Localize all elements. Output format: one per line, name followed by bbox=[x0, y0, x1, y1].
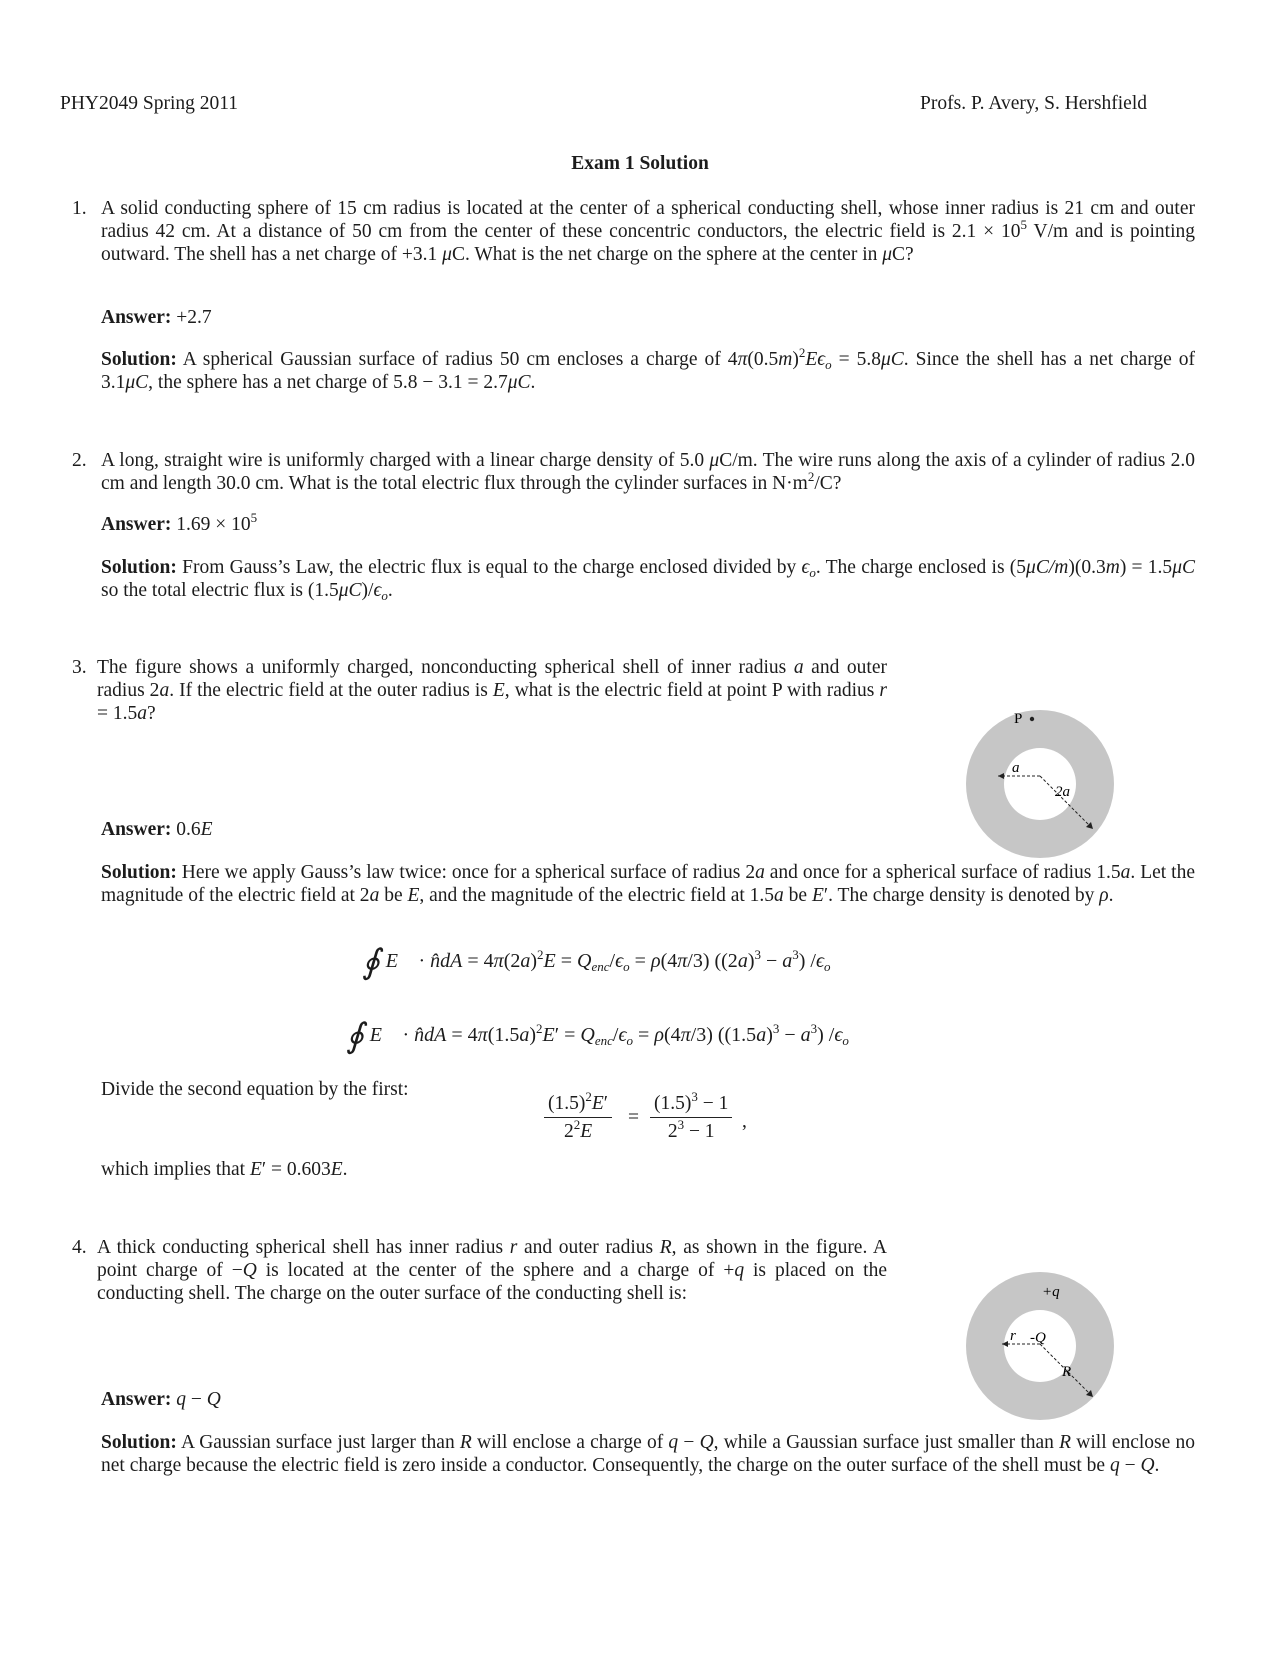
problem-2-solution: Solution: From Gauss’s Law, the electric flux is equal to the charge enclosed divided by $\epsilon_o$. The charge enclosed is (5μC/m)(0.3m) = 1.5μC so the total electric flux is $(1.5\mu C)/\epsilon_o$. bbox=[101, 557, 1195, 603]
gauss-equation-2: ∮ E⃗ · n̂dA = $4\pi(1.5a)^2E' = Q_{enc}/\epsilon_o = \rho(4\pi/3) ((1.5a)^3 - a^3)$ $/\epsilon_o$ bbox=[346, 1018, 849, 1055]
course-header: PHY2049 Spring 2011 bbox=[60, 93, 239, 114]
outer-radius-label: R bbox=[1062, 1364, 1072, 1380]
problem-1-answer bbox=[101, 306, 1195, 329]
answer-label: Answer: bbox=[101, 819, 172, 840]
outer-radius-label: 2a bbox=[1055, 784, 1070, 800]
professors-header: Profs. P. Avery, S. Hershfield bbox=[920, 93, 1147, 114]
problem-4-answer: Answer: q − Q bbox=[101, 1389, 221, 1410]
page-title: Exam 1 Solution bbox=[571, 153, 709, 174]
solution-label: Solution: bbox=[101, 557, 177, 578]
problem-2-answer: Answer: $1.69 \times 10^5$ bbox=[101, 510, 258, 535]
implies-text: which implies that E′ = 0.603E. bbox=[101, 1159, 348, 1180]
problem-2-question: A long, straight wire is uniformly charged with a linear charge density of 5.0 μC/m. The wire runs along the axis of a cylinder of radius 2.0 cm and length 30.0 cm. What is the total electric flux through the cylinder surfaces in $N\cdot m^2/C$? bbox=[101, 450, 1195, 494]
inner-radius-label: r bbox=[1010, 1328, 1016, 1344]
problem-3-answer: Answer: 0.6E bbox=[101, 819, 213, 840]
ratio-fraction-left: $\frac{(1.5)^2E'}{2^2E}$ bbox=[544, 1092, 612, 1143]
answer-label: Answer: bbox=[101, 307, 172, 328]
answer-label: Answer: bbox=[101, 1389, 172, 1410]
solution-label: Solution: bbox=[101, 862, 177, 883]
problem-3-solution: Solution: Here we apply Gauss’s law twice: once for a spherical surface of radius 2a and once for a spherical surface of radius 1.5a. Let the magnitude of the electric field at 2a be E, and the magnitude of the electric field at 1.5a be E′. The charge density is denoted by ρ. bbox=[101, 862, 1195, 906]
problem-4-question: A thick conducting spherical shell has inner radius r and outer radius R, as shown in the figure. A point charge of −Q is located at the center of the sphere and a charge of +q is placed on the conducting shell. The charge on the outer surface of the conducting shell is: bbox=[97, 1237, 887, 1304]
answer-label: Answer: bbox=[101, 514, 172, 535]
point-p-dot bbox=[1030, 717, 1034, 721]
ratio-fraction-right: $\frac{(1.5)^3 - 1}{2^3 - 1}$ bbox=[650, 1092, 732, 1143]
solution-label: Solution: bbox=[101, 1432, 177, 1453]
inner-radius-label: a bbox=[1012, 760, 1020, 776]
problem-1-question: A solid conducting sphere of 15 cm radius is located at the center of a spherical conducting shell, whose inner radius is 21 cm and outer radius 42 cm. At a distance of 50 cm from the center of these concentric conductors, the electric field is $2.1 \times 10^5$ V/m and is pointing outward. The shell has a net charge of +3.1 μC. What is the net charge on the sphere at the center in μC? bbox=[101, 198, 1195, 265]
gauss-equation-1: ∮ E⃗ · n̂dA = $4\pi(2a)^2E = Q_{enc}/\epsilon_o = \rho(4\pi/3) ((2a)^3 - a^3)$ $/\epsilon_o$ bbox=[362, 944, 831, 981]
point-p-label: P bbox=[1014, 711, 1023, 727]
center-charge-label: -Q bbox=[1030, 1330, 1046, 1346]
shell-charge-label: +q bbox=[1042, 1284, 1060, 1300]
problem-1-number: 1. bbox=[72, 198, 87, 219]
answer-value: +2.7 bbox=[176, 307, 212, 328]
problem-1-solution: Solution: A spherical Gaussian surface of radius 50 cm encloses a charge of $4\pi(0.5m)^2E\epsilon_o = 5.8\mu C$. Since the shell has a net charge of 3.1μC, the sphere has a net charge of 5.8 − 3.1 = 2.7μC. bbox=[101, 345, 1195, 393]
problem-4-solution: Solution: A Gaussian surface just larger than R will enclose a charge of q − Q, while a Gaussian surface just smaller than R will enclose no net charge because the electric field is zero inside a conductor. Consequently, the charge on the outer surface of the shell must be q − Q. bbox=[101, 1432, 1196, 1476]
problem-3-question: The figure shows a uniformly charged, nonconducting spherical shell of inner radius a and outer radius 2a. If the electric field at the outer radius is E, what is the electric field at point P with radius r = 1.5a? bbox=[97, 657, 888, 724]
equals-sign: = bbox=[628, 1107, 639, 1128]
problem-3-number: 3. bbox=[72, 657, 87, 678]
problem-2-number: 2. bbox=[72, 450, 87, 471]
divide-text: Divide the second equation by the first: bbox=[101, 1079, 409, 1100]
problem-4-number: 4. bbox=[72, 1237, 87, 1258]
solution-label: Solution: bbox=[101, 349, 177, 370]
shell-figure-1 bbox=[950, 694, 1130, 874]
fraction-comma: , bbox=[742, 1111, 747, 1132]
